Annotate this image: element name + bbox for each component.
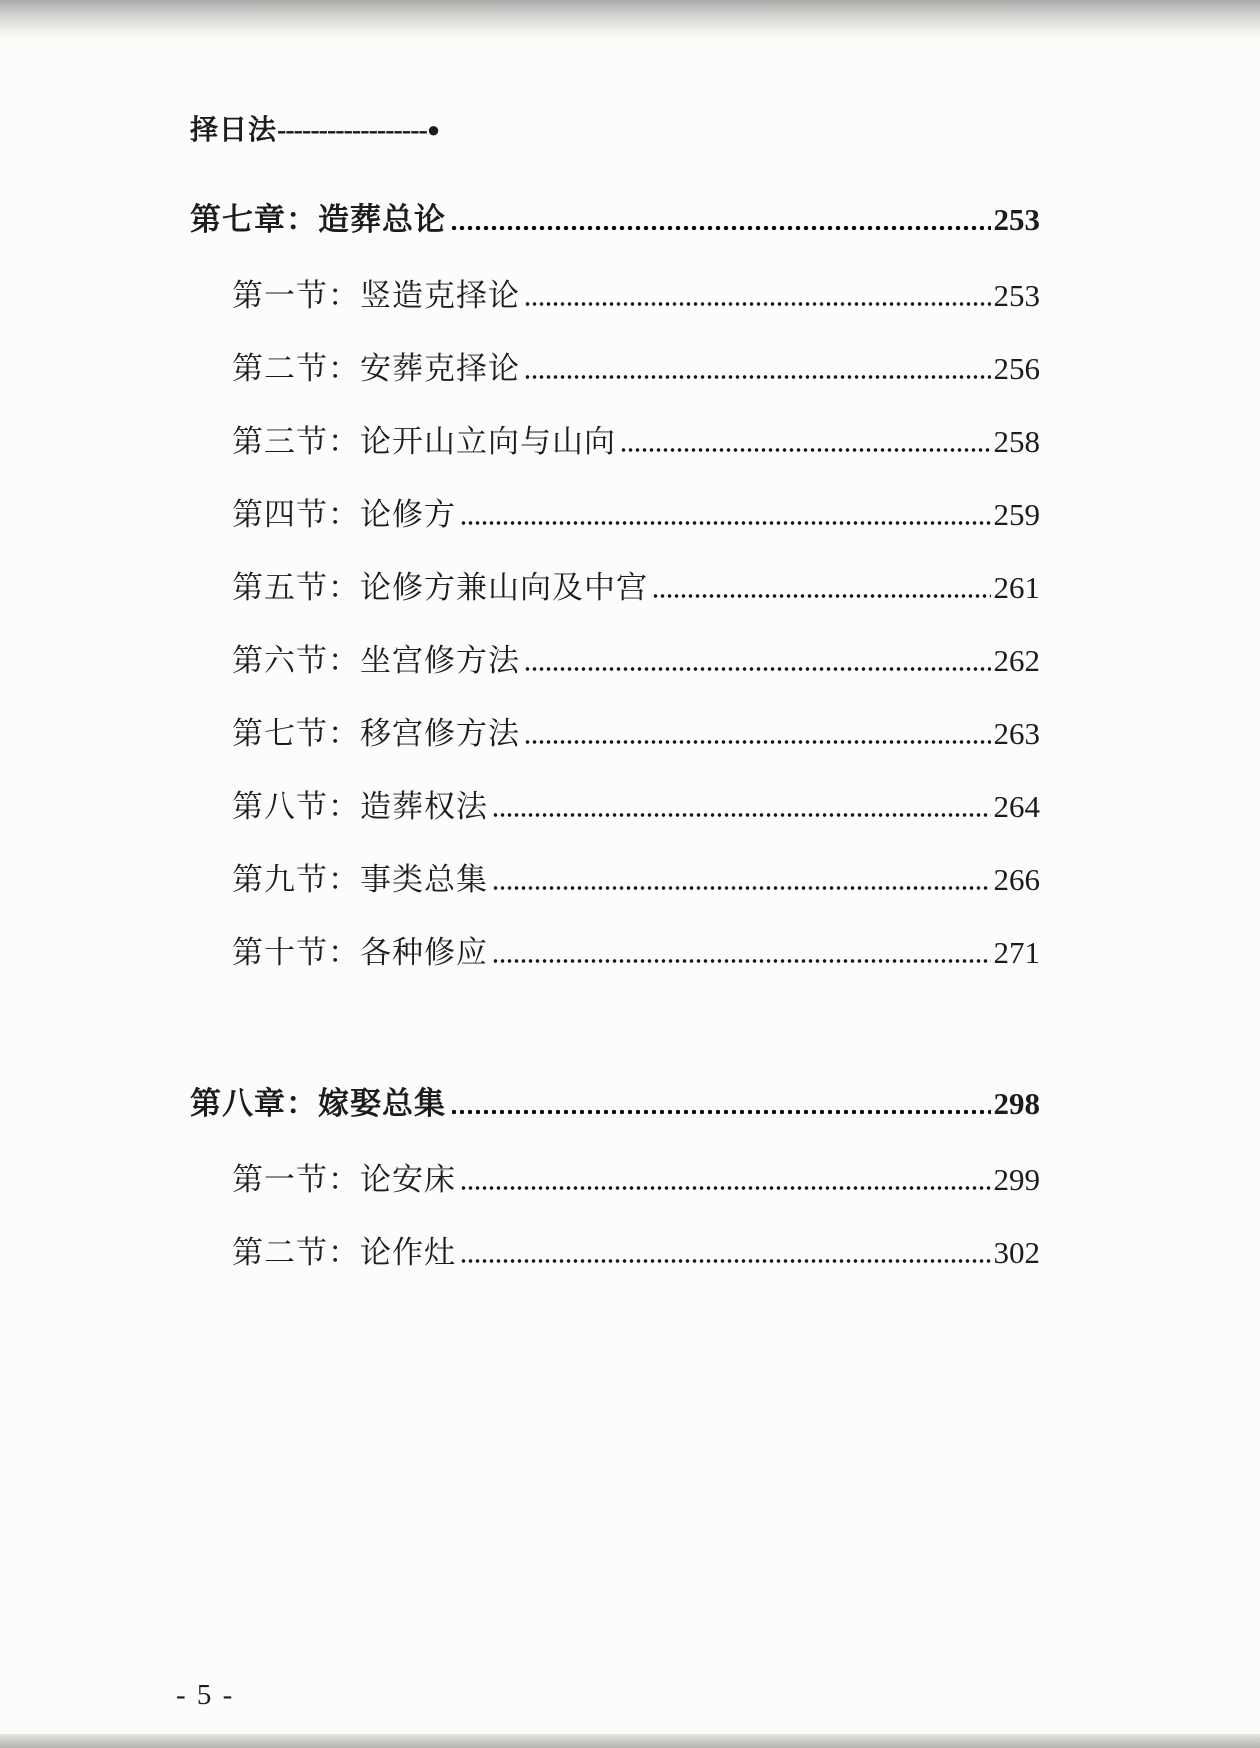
toc-section-entry xyxy=(190,1233,1040,1273)
toc-section-entry xyxy=(190,641,1040,681)
toc-section-entry xyxy=(190,787,1040,827)
dot-leader xyxy=(652,591,991,601)
toc-page-number: 264 xyxy=(993,789,1040,824)
page-footer xyxy=(176,1679,234,1712)
toc-page-number: 253 xyxy=(993,278,1040,313)
dot-leader xyxy=(492,956,991,966)
toc-page-number: 299 xyxy=(993,1162,1040,1197)
dot-leader xyxy=(620,445,991,455)
toc-section-entry xyxy=(190,422,1040,462)
toc-section-entry xyxy=(190,860,1040,900)
dot-leader xyxy=(524,372,991,382)
dot-leader xyxy=(450,223,991,233)
toc-section-title: 第二节：安葬克择论 xyxy=(232,351,520,386)
toc-chapter-title: 第七章：造葬总论 xyxy=(190,202,446,237)
toc-section-title: 第三节：论开山立向与山向 xyxy=(232,424,616,459)
toc-section-title: 第九节：事类总集 xyxy=(232,862,488,897)
chapter-gap xyxy=(190,1006,1040,1084)
running-header-rule: ------------------ xyxy=(277,115,427,146)
toc-page-number: 256 xyxy=(993,351,1040,386)
toc-section-entry xyxy=(190,568,1040,608)
toc-page-number: 253 xyxy=(993,202,1040,237)
dot-leader xyxy=(460,1183,991,1193)
dot-leader xyxy=(524,299,991,309)
dot-leader xyxy=(460,518,991,528)
dot-leader xyxy=(450,1107,991,1117)
toc-section-entry xyxy=(190,349,1040,389)
toc-section-title: 第七节：移宫修方法 xyxy=(232,716,520,751)
toc-page-number: 261 xyxy=(993,570,1040,605)
scan-edge-top xyxy=(0,0,1260,40)
toc-section-entry xyxy=(190,495,1040,535)
toc-section-title: 第十节：各种修应 xyxy=(232,935,488,970)
toc-section-title: 第八节：造葬权法 xyxy=(232,789,488,824)
toc-section-entry xyxy=(190,714,1040,754)
dot-leader xyxy=(492,883,991,893)
toc-chapter-entry xyxy=(190,1084,1040,1124)
toc-section-title: 第四节：论修方 xyxy=(232,497,456,532)
toc-chapter-title: 第八章：嫁娶总集 xyxy=(190,1086,446,1121)
toc-section-title: 第一节：论安床 xyxy=(232,1162,456,1197)
toc-page-number: 262 xyxy=(993,643,1040,678)
toc-section-entry xyxy=(190,276,1040,316)
toc-section-title: 第一节：竖造克择论 xyxy=(232,278,520,313)
scan-edge-bottom xyxy=(0,1734,1260,1748)
dot-leader xyxy=(492,810,991,820)
table-of-contents xyxy=(190,200,1040,1273)
toc-chapter-entry xyxy=(190,200,1040,240)
dot-leader xyxy=(460,1256,991,1266)
toc-page-number: 263 xyxy=(993,716,1040,751)
toc-section-entry xyxy=(190,1160,1040,1200)
running-header-bullet-icon: ● xyxy=(426,117,442,142)
dot-leader xyxy=(524,664,991,674)
toc-section-title: 第二节：论作灶 xyxy=(232,1235,456,1270)
dot-leader xyxy=(524,737,991,747)
toc-page-number: 271 xyxy=(993,935,1040,970)
toc-page-number: 302 xyxy=(993,1235,1040,1270)
folio-page-number: - 5 - xyxy=(176,1679,235,1711)
toc-section-title: 第六节：坐宫修方法 xyxy=(232,643,520,678)
toc-page-number: 258 xyxy=(993,424,1040,459)
toc-page-number: 266 xyxy=(993,862,1040,897)
toc-page-number: 259 xyxy=(993,497,1040,532)
toc-page-number: 298 xyxy=(993,1086,1040,1121)
toc-section-title: 第五节：论修方兼山向及中宫 xyxy=(232,570,648,605)
toc-section-entry xyxy=(190,933,1040,973)
running-header-title: 择日法 xyxy=(190,115,278,146)
